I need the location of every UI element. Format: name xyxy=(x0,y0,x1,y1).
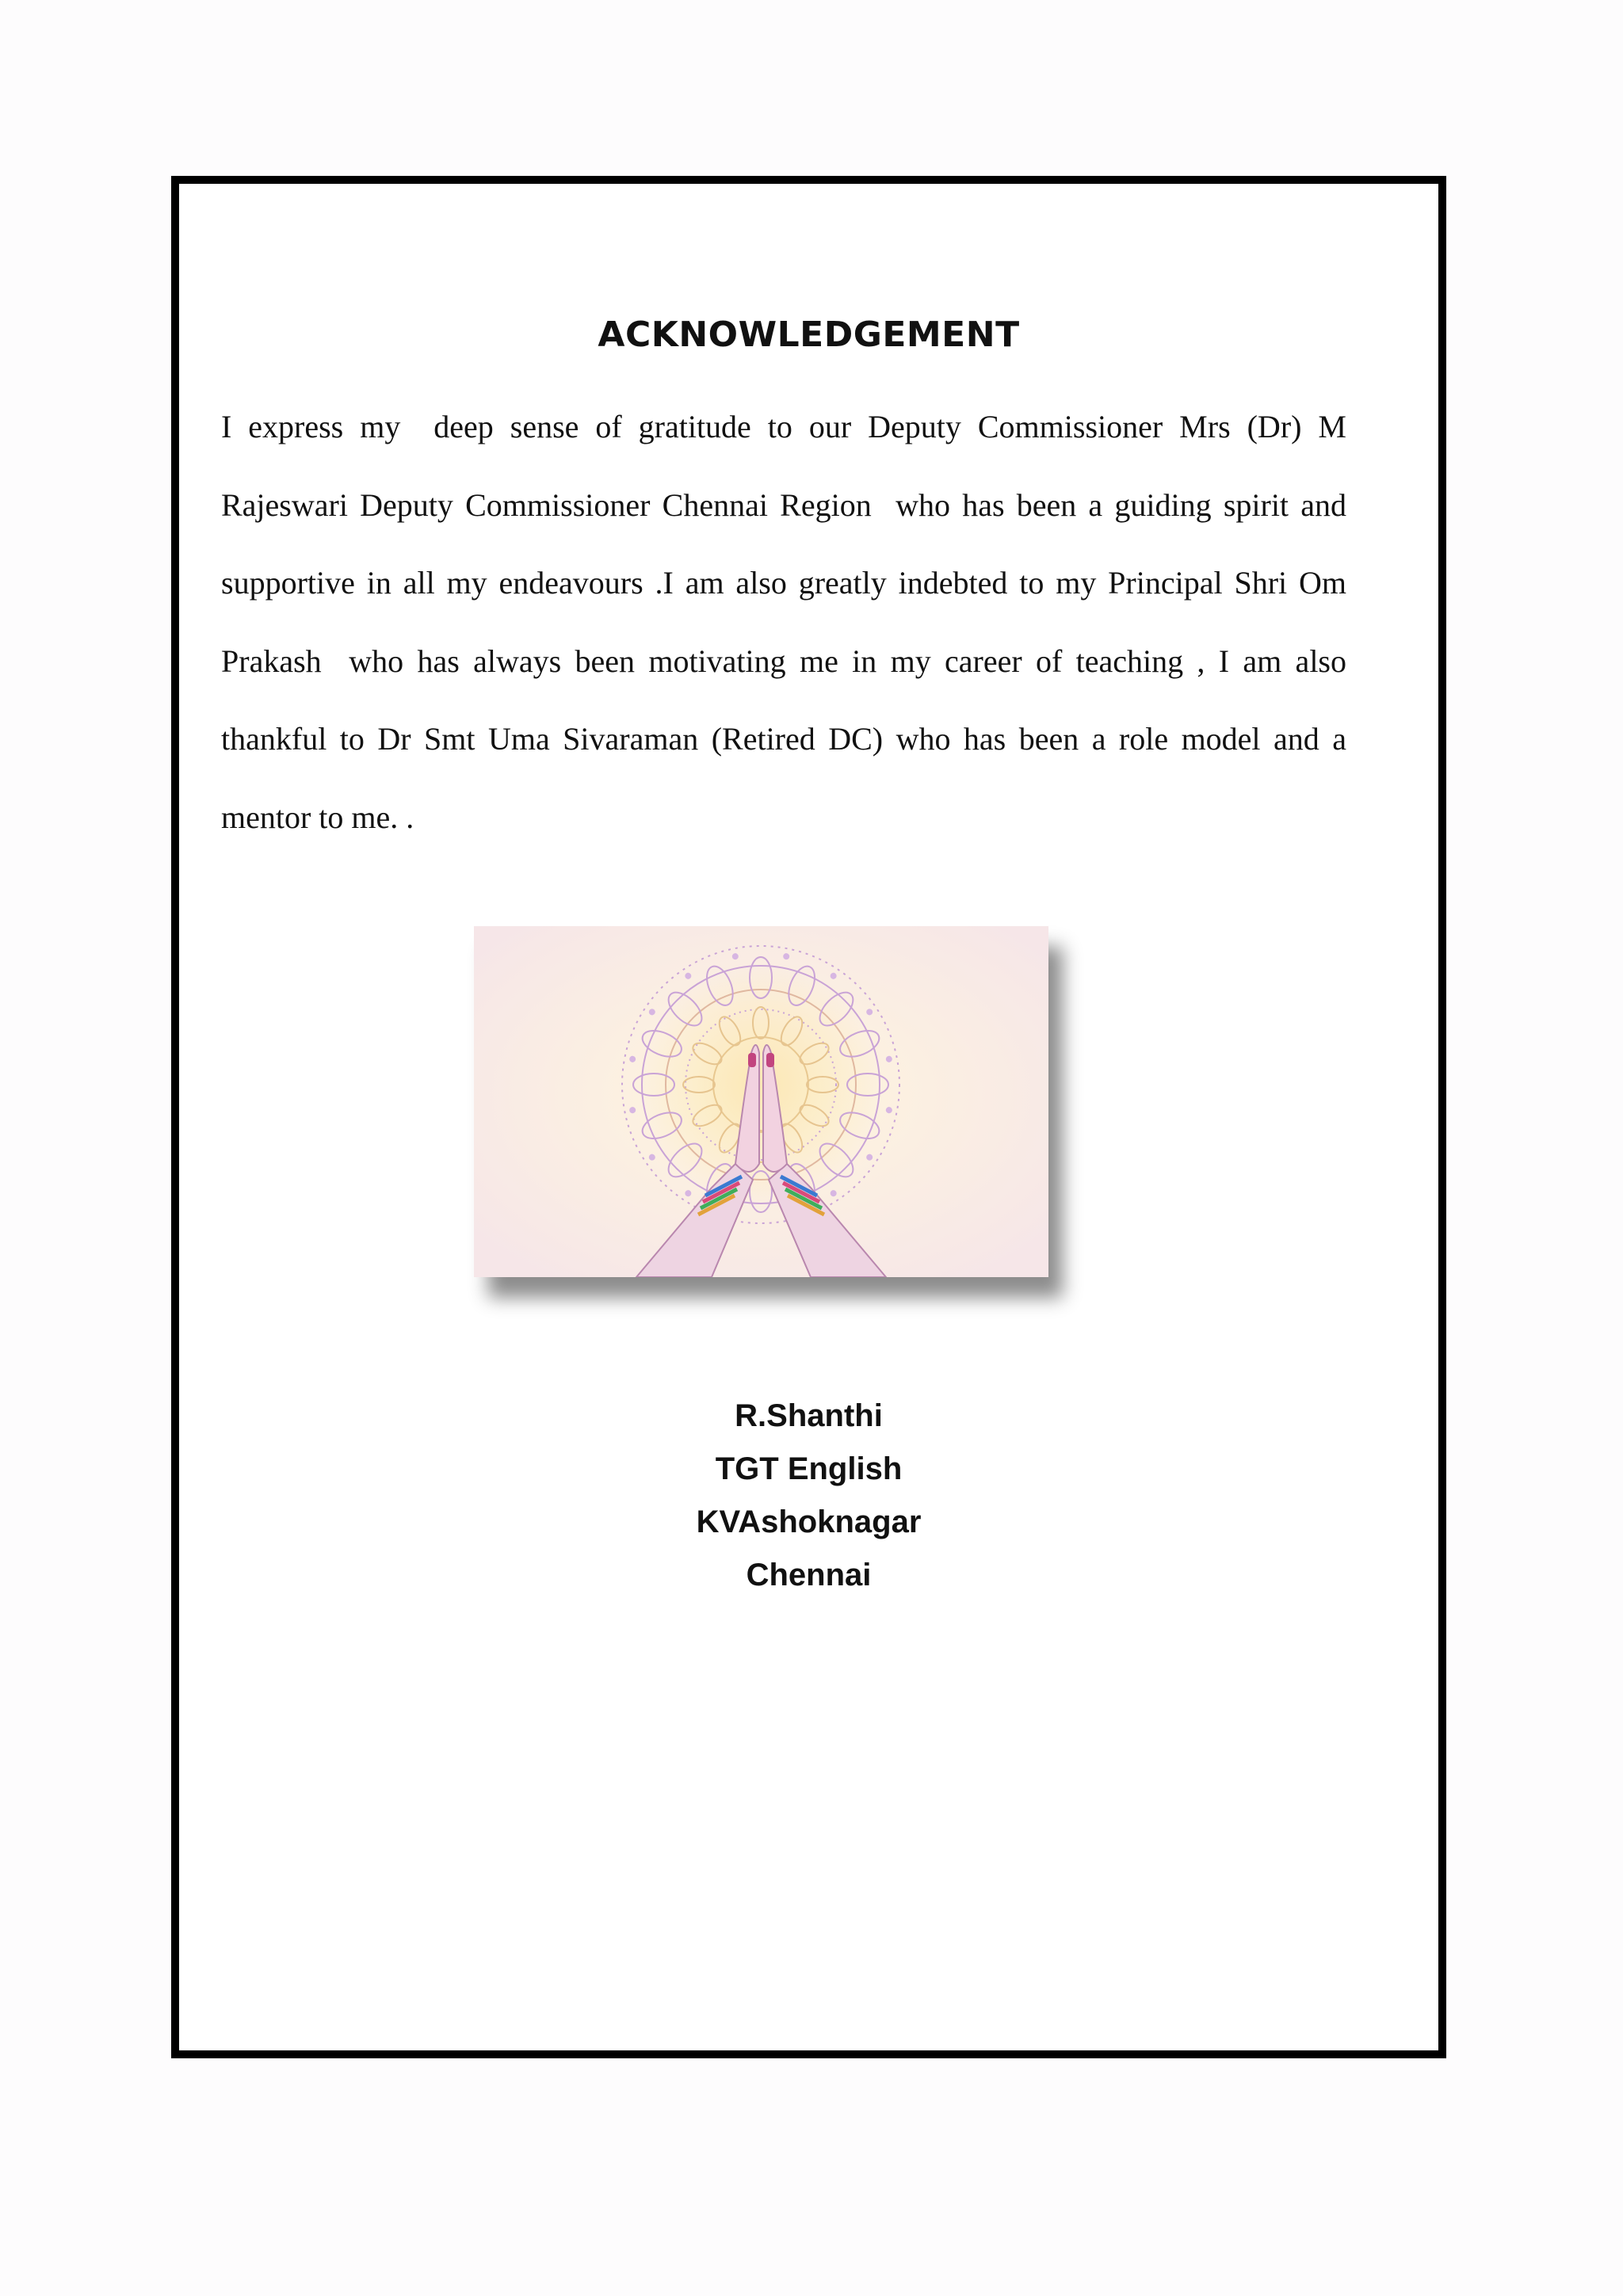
author-school: KVAshoknagar xyxy=(696,1505,922,1539)
acknowledgement-paragraph: I express my deep sense of gratitude to our Deputy Commissioner Mrs (Dr) M Rajeswari Deputy Commissioner Chennai Region who has been a guiding spirit and supportive in all my endeavours .I am also greatly indebted to my Principal Shri Om Prakash who has always been motivating me in my career of teaching , I am also thankful to Dr Smt Uma Sivaraman (Retired DC) who has been a role model and a mentor to me. . xyxy=(221,409,1354,835)
namaste-hands-mandala-icon xyxy=(474,926,1048,1277)
author-city: Chennai xyxy=(746,1558,872,1592)
author-name: R.Shanthi xyxy=(735,1398,883,1433)
page-title: ACKNOWLEDGEMENT xyxy=(598,315,1020,355)
author-designation: TGT English xyxy=(715,1451,903,1486)
namaste-image xyxy=(474,926,1048,1277)
signature-block xyxy=(179,1390,1438,1602)
page-border xyxy=(171,176,1446,2058)
